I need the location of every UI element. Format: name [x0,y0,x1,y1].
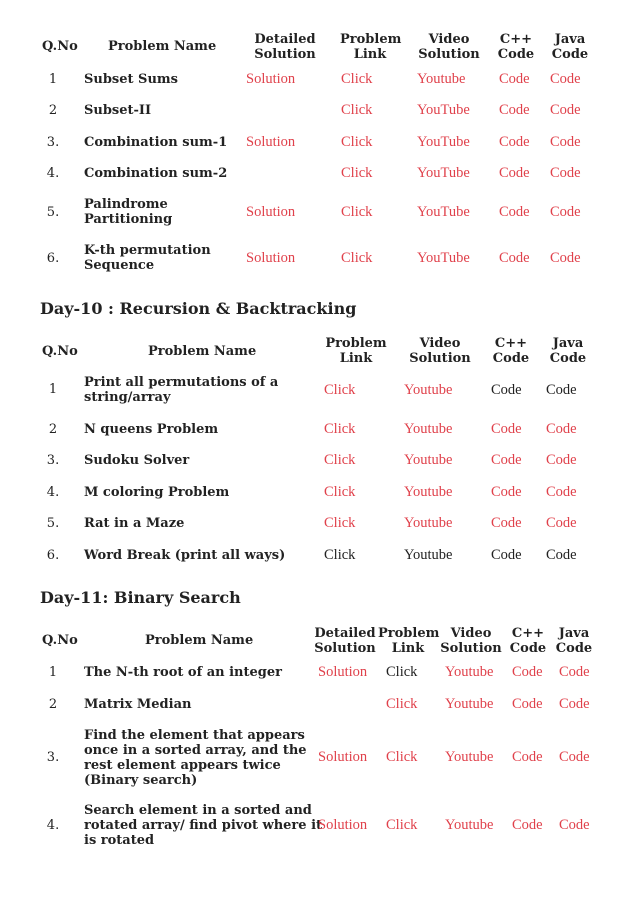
youtube-link[interactable]: Youtube [404,484,453,500]
cpp-code-link[interactable]: Code [499,71,530,87]
problem-link[interactable]: Click [324,452,356,468]
row-number: 5. [46,205,60,220]
java-code-link[interactable]: Code [559,817,590,833]
header-cpp-code: C++ Code [497,32,535,62]
problem-link[interactable]: Click [386,817,418,833]
cpp-code-link[interactable]: Code [512,696,543,712]
header-problem-link: Problem Link [378,626,440,656]
row-number: 3. [46,453,60,468]
youtube-link[interactable]: Youtube [404,452,453,468]
header-java-code: Java Code [555,626,593,656]
problem-name: Search element in a sorted and rotated array/ find pivot where it is rotated [84,803,323,848]
cpp-code-link[interactable]: Code [491,452,522,468]
java-code-link[interactable]: Code [550,165,581,181]
java-code-link[interactable]: Code [559,664,590,680]
java-code-link[interactable]: Code [550,71,581,87]
row-number: 2 [48,103,58,118]
solution-link[interactable]: Solution [318,749,368,765]
youtube-link[interactable]: Youtube [404,421,453,437]
row-number: 2 [48,422,58,437]
problem-name: Palindrome Partitioning [84,197,173,227]
section-title-day-11: Day-11: Binary Search [40,588,241,607]
problem-name: Rat in a Maze [84,516,185,531]
problem-link[interactable]: Click [324,382,356,398]
row-number: 3. [46,750,60,765]
solution-link[interactable]: Solution [246,204,296,220]
java-code-link[interactable]: Code [559,696,590,712]
problem-link[interactable]: Click [386,696,418,712]
java-code-link[interactable]: Code [546,382,577,398]
cpp-code-link[interactable]: Code [499,165,530,181]
row-number: 3. [46,135,60,150]
row-number: 6. [46,251,60,266]
header-detailed-solution: Detailed Solution [314,626,376,656]
problem-link[interactable]: Click [341,134,373,150]
row-number: 1 [48,665,58,680]
youtube-link[interactable]: YouTube [417,134,470,150]
youtube-link[interactable]: YouTube [417,165,470,181]
header-video-solution: Video Solution [440,626,502,656]
solution-link[interactable]: Solution [246,71,296,87]
problem-name: The N-th root of an integer [84,665,282,680]
youtube-link[interactable]: Youtube [445,696,494,712]
header-video-solution: Video Solution [409,336,471,366]
solution-link[interactable]: Solution [318,664,368,680]
java-code-link[interactable]: Code [550,204,581,220]
youtube-link[interactable]: Youtube [404,547,453,563]
problem-link[interactable]: Click [341,165,373,181]
java-code-link[interactable]: Code [550,250,581,266]
youtube-link[interactable]: Youtube [417,71,466,87]
row-number: 1 [48,72,58,87]
problem-link[interactable]: Click [386,664,418,680]
header-video-solution: Video Solution [418,32,480,62]
problem-name: Combination sum-2 [84,166,228,181]
header-problem-link: Problem Link [325,336,387,366]
cpp-code-link[interactable]: Code [499,134,530,150]
header-qno: Q.No [42,39,78,54]
java-code-link[interactable]: Code [550,102,581,118]
header-java-code: Java Code [551,32,589,62]
problem-name: K-th permutation Sequence [84,243,211,273]
solution-link[interactable]: Solution [246,134,296,150]
java-code-link[interactable]: Code [559,749,590,765]
problem-link[interactable]: Click [386,749,418,765]
row-number: 5. [46,516,60,531]
problem-name: Subset Sums [84,72,178,87]
problem-name: Word Break (print all ways) [84,548,286,563]
problem-link[interactable]: Click [324,547,356,563]
problem-name: M coloring Problem [84,485,230,500]
youtube-link[interactable]: Youtube [445,664,494,680]
cpp-code-link[interactable]: Code [512,749,543,765]
problem-link[interactable]: Click [341,102,373,118]
cpp-code-link[interactable]: Code [512,664,543,680]
cpp-code-link[interactable]: Code [491,484,522,500]
cpp-code-link[interactable]: Code [499,204,530,220]
problem-link[interactable]: Click [324,515,356,531]
problem-name: Print all permutations of a string/array [84,375,279,405]
problem-name: Subset-II [84,103,152,118]
problem-link[interactable]: Click [341,71,373,87]
youtube-link[interactable]: Youtube [445,817,494,833]
java-code-link[interactable]: Code [546,515,577,531]
header-qno: Q.No [42,344,78,359]
problem-link[interactable]: Click [324,421,356,437]
header-problem-link: Problem Link [340,32,402,62]
cpp-code-link[interactable]: Code [499,250,530,266]
header-problem-name: Problem Name [145,633,254,648]
header-problem-name: Problem Name [108,39,217,54]
java-code-link[interactable]: Code [546,421,577,437]
youtube-link[interactable]: YouTube [417,102,470,118]
row-number: 4. [46,485,60,500]
java-code-link[interactable]: Code [550,134,581,150]
youtube-link[interactable]: Youtube [404,515,453,531]
youtube-link[interactable]: Youtube [404,382,453,398]
cpp-code-link[interactable]: Code [499,102,530,118]
row-number: 1 [48,382,58,397]
solution-link[interactable]: Solution [318,817,368,833]
header-qno: Q.No [42,633,78,648]
cpp-code-link[interactable]: Code [491,547,522,563]
youtube-link[interactable]: Youtube [445,749,494,765]
cpp-code-link[interactable]: Code [491,382,522,398]
java-code-link[interactable]: Code [546,484,577,500]
problem-link[interactable]: Click [324,484,356,500]
youtube-link[interactable]: YouTube [417,250,470,266]
problem-name: N queens Problem [84,422,219,437]
row-number: 4. [46,818,60,833]
row-number: 6. [46,548,60,563]
problem-name: Find the element that appears once in a sorted array, and the rest element appears twice (Binary search) [84,728,307,788]
header-cpp-code: C++ Code [492,336,530,366]
solution-link[interactable]: Solution [246,250,296,266]
problem-name: Combination sum-1 [84,135,228,150]
problem-link[interactable]: Click [341,250,373,266]
header-problem-name: Problem Name [148,344,257,359]
java-code-link[interactable]: Code [546,547,577,563]
problem-name: Matrix Median [84,697,192,712]
row-number: 4. [46,166,60,181]
problem-name: Sudoku Solver [84,453,190,468]
header-java-code: Java Code [549,336,587,366]
problem-link[interactable]: Click [341,204,373,220]
section-title-day-10: Day-10 : Recursion & Backtracking [40,299,357,318]
java-code-link[interactable]: Code [546,452,577,468]
cpp-code-link[interactable]: Code [512,817,543,833]
youtube-link[interactable]: YouTube [417,204,470,220]
row-number: 2 [48,697,58,712]
cpp-code-link[interactable]: Code [491,421,522,437]
header-detailed-solution: Detailed Solution [254,32,316,62]
cpp-code-link[interactable]: Code [491,515,522,531]
header-cpp-code: C++ Code [509,626,547,656]
